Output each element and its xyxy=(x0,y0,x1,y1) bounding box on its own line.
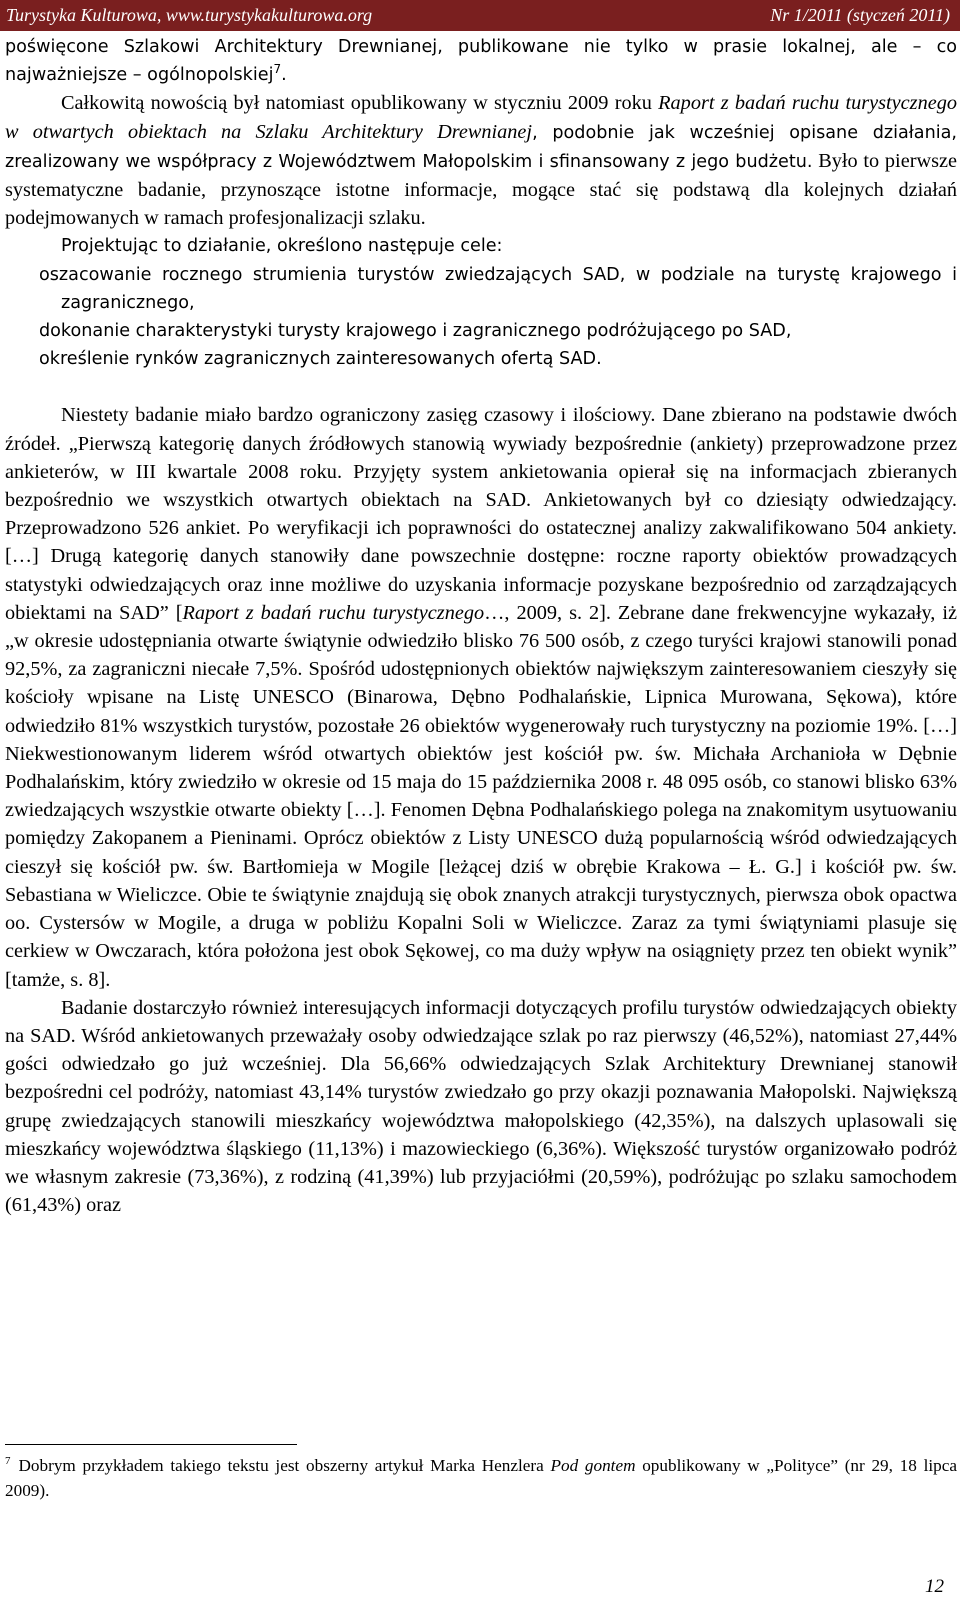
journal-title: Turystyka Kulturowa, www.turystykakulturowa.org xyxy=(6,5,373,25)
paragraph-2: Całkowitą nowością był natomiast opublikowany w styczniu 2009 roku Raport z badań ruchu turystycznego w otwartych obiektach na Szlaku Architektury Drewnianej, podobnie jak wcześniej opisane działania, zrealizowany we współpracy z Województwem Małopolskim i sfinansowany z jego budżetu. Było to pierwsze systematyczne badanie, przynoszące istotne informacje, mogące stać się podstawą dla kolejnych działań podejmowanych w ramach profesjonalizacji szlaku. xyxy=(5,92,958,230)
list-item: określenie rynków zagranicznych zainteresowanych ofertą SAD. xyxy=(39,349,602,370)
paragraph-1: poświęcone Szlakowi Architektury Drewnianej, publikowane nie tylko w prasie lokalnej, ale – co najważniejsze – ogólnopolskiej$^7$. xyxy=(5,37,957,86)
list-item: oszacowanie rocznego strumienia turystów zwiedzających SAD, w podziale na turystę krajowego i zagranicznego, xyxy=(39,264,957,313)
paragraph-5: Badanie dostarczyło również interesujących informacji dotyczących profilu turystów odwiedzających obiekty na SAD. Wśród ankietowanych przeważały osoby odwiedzające szlak po raz pierwszy (46,52%), natomiast 27,44% gości odwiedzało go już wcześniej. Dla 56,66% odwiedzających Szlak Architektury Drewnianej stanowił bezpośredni cel podróży, natomiast 43,14% turystów zwiedzało go przy okazji poznawania Małopolski. Największą grupę zwiedzających stanowili mieszkańcy województwa małopolskiego (42,35%), na dalszych uplasowali się mieszkańcy województwa śląskiego (11,13%) i mazowieckiego (6,36%). Większość turystów organizowało podróż we własnym zakresie (73,36%), z rodziną (41,39%) lub przyjaciółmi (20,59%), podróżując po szlaku samochodem (61,43%) oraz xyxy=(5,996,957,1217)
article-body xyxy=(5,33,957,1219)
footnote: $^7$ Dobrym przykładem takiego tekstu jest obszerny artykuł Marka Henzlera Pod gontem opublikowany w „Polityce” (nr 29, 18 lipca 2009). xyxy=(5,1455,957,1500)
issue-number: Nr 1/2011 (styczeń 2011) xyxy=(770,5,950,25)
list-item: dokonanie charakterystyki turysty krajowego i zagranicznego podróżującego po SAD, xyxy=(39,321,792,342)
report-title: Raport z badań ruchu turystycznego w otwartych obiektach na Szlaku Architektury Drewnianej xyxy=(5,92,957,143)
page-number: 12 xyxy=(925,1576,944,1597)
footnote-article-title: Pod gontem xyxy=(550,1456,636,1475)
paragraph-4: Niestety badanie miało bardzo ograniczony zasięg czasowy i ilościowy. Dane zbierano na podstawie dwóch źródeł. „Pierwszą kategorię danych źródłowych stanowią wywiady bezpośrednie (ankiety) przeprowadzone przez ankieterów, w III kwartale 2008 roku. Przyjęty system ankietowania opierał się na informacjach zbieranych bezpośrednio we wszystkich otwartych obiektach na SAD. Ankietowanych był co dziesiąty odwiedzający. Przeprowadzono 526 ankiet. Po weryfikacji ich poprawności do ostatecznej analizy zakwalifikowano 504 ankiety. […] Drugą kategorię danych stanowiły dane powszechnie dostępne: roczne raporty obiektów prowadzących statystyki odwiedzających oraz inne możliwe do uzyskania informacje pozyskane bezpośrednio od zarządzających obiektami na SAD” [Raport z badań ruchu turystycznego…, 2009, s. 2]. Zebrane dane frekwencyjne wykazały, iż „w okresie udostępniania otwarte świątynie odwiedziło blisko 76 500 osób, z czego turyści krajowi stanowili ponad 92,5%, za zagraniczni niecałe 7,5%. Spośród udostępnionych obiektów największym zainteresowaniem cieszyły się kościoły wpisane na Listę UNESCO (Binarowa, Dębno Podhalańskie, Lipnica Murowana, Sękowa), które odwiedziło 81% wszystkich turystów, pozostałe 26 obiektów wygenerowały ruch turystyczny na poziomie 19%. […] Niekwestionowanym liderem wśród otwartych obiektów jest kościół pw. św. Michała Archanioła w Dębnie Podhalańskim, który zwiedziło w okresie od 15 maja do 15 października 2008 r. 48 095 osób, co stanowi blisko 63% zwiedzających wszystkie otwarte obiekty […]. Fenomen Dębna Podhalańskiego polega na znakomitym usytuowaniu pomiędzy Zakopanem a Pieninami. Oprócz obiektów z Listy UNESCO dużą popularnością wśród odwiedzających cieszył się kościół pw. św. Bartłomieja w Mogile [leżącej dziś w obrębie Krakowa – Ł. G.] i kościół pw. św. Sebastiana w Wieliczce. Obie te świątynie znajdują się obok znanych atrakcji turystycznych, pierwsza obok opactwa oo. Cystersów w Mogile, a druga w pobliżu Kopalni Soli w Wieliczce. Zaraz za tymi świątyniami plasuje się cerkiew w Owczarach, która położona jest obok Sękowej, co ma duży wpływ na osiągnięty przez ten obiekt wynik” [tamże, s. 8]. xyxy=(5,404,957,991)
footnote-divider xyxy=(5,1444,297,1445)
page-header xyxy=(0,0,960,31)
cited-report-title: Raport z badań ruchu turystycznego xyxy=(182,601,485,624)
footnote-ref[interactable]: 7 xyxy=(273,62,282,77)
goals-list xyxy=(39,261,957,374)
footnote-number: 7 xyxy=(5,1455,11,1468)
paragraph-3: Projektując to działanie, określono następuje cele: xyxy=(61,236,503,257)
